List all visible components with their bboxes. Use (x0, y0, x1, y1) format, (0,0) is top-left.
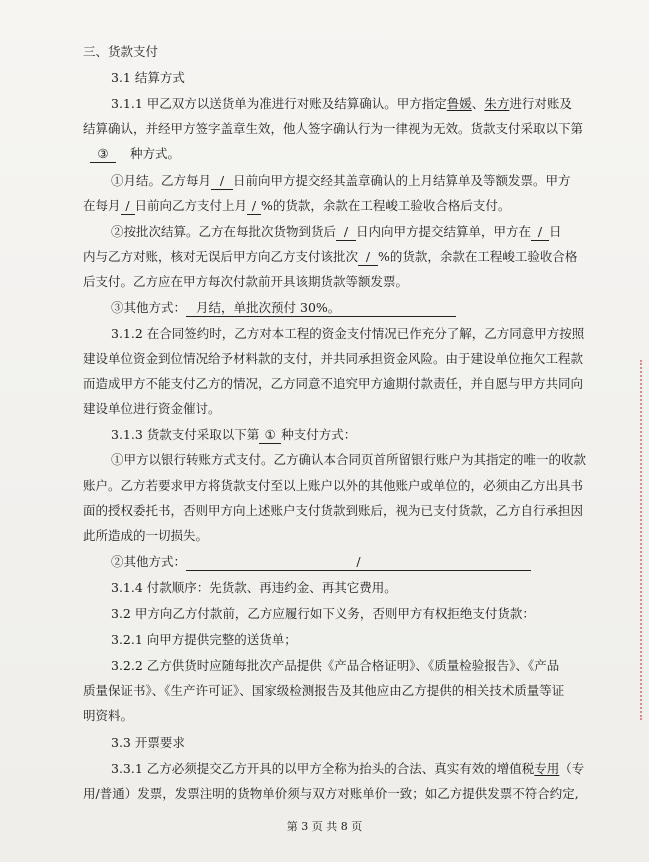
para-3-3-1-line2: 用/普通）发票，发票注明的货物单价须与双方对账单价一致；如乙方提供发票不符合约定, (83, 786, 579, 801)
option-batch-line3: 后支付。乙方应在甲方每次付款前开具该期货款等额发票。 (83, 274, 409, 289)
option-monthly-line2: 在每月 / 日前向乙方支付上月 / %的货款，余款在工程峻工验收合格后支付。 (83, 198, 511, 213)
para-3-2-2-line3: 明资料。 (83, 708, 134, 723)
para-3-1-1-line3: ③ 种方式。 (90, 146, 180, 163)
para-3-1-2-line3: 而造成甲方不能支付乙方的情况，乙方同意不追究甲方逾期付款责任，并自愿与甲方共同向 (83, 376, 584, 391)
para-3-3-1-line1: 3.3.1 乙方必须提交乙方开具的以甲方全称为抬头的合法、真实有效的增值税专用（专 (111, 761, 585, 776)
para-3-2-2-line2: 质量保证书》、《生产许可证》、国家级检测报告及其他应由乙方提供的相关技术质量等证 (83, 683, 565, 698)
para-3-1-4: 3.1.4 付款顺序：先货款、再违约金、再其它费用。 (111, 580, 397, 595)
option-other: ③其他方式： 月结，单批次预付 30%。 (111, 300, 456, 317)
heading-3-3: 3.3 开票要求 (111, 735, 185, 750)
para-3-1-2-line4: 建设单位进行资金催讨。 (83, 401, 221, 416)
para-3-1-3-opt1-line1: ①甲方以银行转账方式支付。乙方确认本合同页首所留银行账户为其指定的唯一的收款 (111, 452, 587, 467)
para-3-1-3-opt1-line3: 面的授权委托书，否则甲方向上述账户支付货款到账后，视为已支付货款，乙方自行承担因 (83, 503, 584, 518)
para-3-2-2-line1: 3.2.2 乙方供货时应随每批次产品提供《产品合格证明》、《质量检验报告》、《产品 (111, 658, 560, 673)
para-3-1-3-opt1-line2: 账户。乙方若要求甲方将货款支付至以上账户以外的其他账户或单位的，必须由乙方出具书 (83, 478, 584, 493)
heading-3-1: 3.1 结算方式 (111, 70, 185, 85)
para-3-1-2-line2: 建设单位资金到位情况给予材料款的支付，并共同承担资金风险。由于建设单位拖欠工程款 (83, 351, 584, 366)
page-footer: 第 3 页 共 8 页 (286, 820, 363, 833)
para-3-1-3-opt2: ②其他方式： / (111, 554, 531, 571)
para-3-1-3-opt1-line4: 此所造成的一切损失。 (83, 528, 209, 543)
option-batch-line2: 内与乙方对账，核对无误后甲方向乙方支付该批次 / %的货款，余款在工程峻工验收合格 (83, 249, 578, 264)
para-3-1-2-line1: 3.1.2 在合同签约时，乙方对本工程的资金支付情况已作充分了解，乙方同意甲方按照 (111, 326, 585, 341)
para-3-1-3-line1: 3.1.3 货款支付采取以下第 ① 种支付方式： (111, 427, 357, 442)
para-3-2-1: 3.2.1 向甲方提供完整的送货单； (111, 632, 297, 647)
option-batch-line1: ②按批次结算。乙方在每批次货物到货后 / 日内向甲方提交结算单，甲方在 / 日 (111, 224, 562, 239)
heading-3-2: 3.2 甲方向乙方付款前，乙方应履行如下义务，否则甲方有权拒绝支付货款： (111, 606, 535, 621)
option-monthly-line1: ①月结。乙方每月 / 日前向甲方提交经其盖章确认的上月结算单及等额发票。甲方 (111, 173, 571, 188)
para-3-1-1-line2: 结算确认，并经甲方签字盖章生效，他人签字确认行为一律视为无效。货款支付采取以下第 (83, 121, 584, 136)
seal-stamp-edge (640, 360, 645, 720)
section-title: 三、货款支付 (83, 44, 159, 59)
para-3-1-1-line1: 3.1.1 甲乙双方以送货单为准进行对账及结算确认。甲方指定鲁媛、朱方进行对账及 (111, 96, 572, 111)
